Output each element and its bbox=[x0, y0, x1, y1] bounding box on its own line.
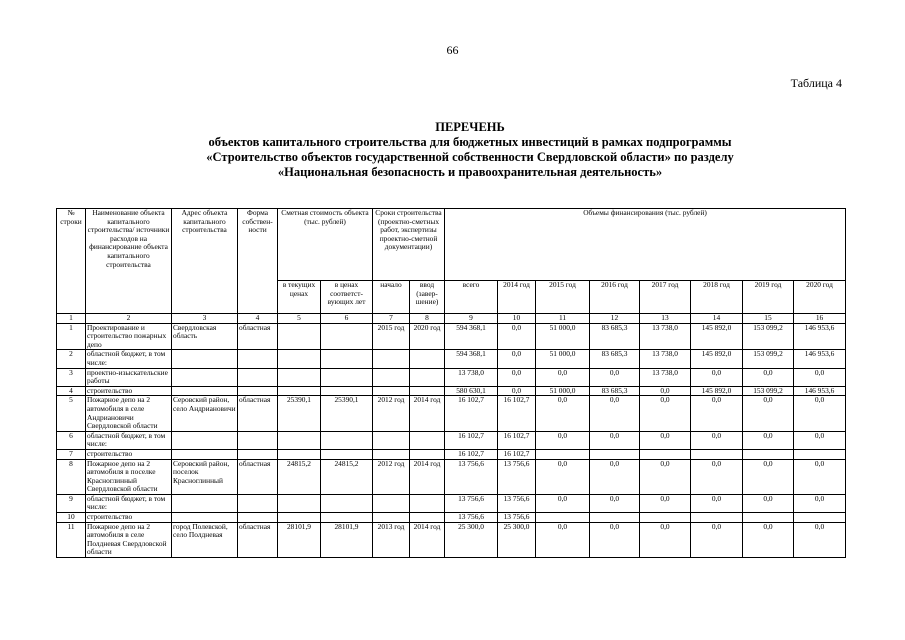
column-number: 2 bbox=[86, 314, 172, 324]
row-number: 5 bbox=[57, 396, 86, 431]
row-number: 1 bbox=[57, 323, 86, 350]
row-year-value: 83 685,3 bbox=[590, 350, 640, 368]
table-row bbox=[57, 323, 846, 350]
header-terms-end: ввод (завер-шение) bbox=[410, 281, 445, 314]
row-cost-forecast bbox=[321, 323, 373, 350]
row-year-value: 0,0 bbox=[498, 386, 536, 396]
row-year-value: 13 738,0 bbox=[640, 350, 691, 368]
header-year: 2015 год bbox=[536, 281, 590, 314]
row-start: 2013 год bbox=[373, 522, 410, 557]
row-year-value bbox=[536, 449, 590, 459]
row-year-value: 0,0 bbox=[743, 522, 794, 557]
row-year-value: 0,0 bbox=[536, 431, 590, 449]
row-year-value: 0,0 bbox=[498, 368, 536, 386]
row-year-value: 0,0 bbox=[743, 396, 794, 431]
header-year: 2017 год bbox=[640, 281, 691, 314]
row-end bbox=[410, 513, 445, 523]
row-year-value: 83 685,3 bbox=[590, 386, 640, 396]
row-year-value: 51 000,0 bbox=[536, 386, 590, 396]
row-cost-forecast bbox=[321, 386, 373, 396]
row-end bbox=[410, 350, 445, 368]
row-year-value: 153 099,2 bbox=[743, 350, 794, 368]
page-number: 66 bbox=[446, 43, 459, 57]
row-year-value: 0,0 bbox=[640, 431, 691, 449]
row-total: 594 368,1 bbox=[445, 350, 498, 368]
header-year: 2018 год bbox=[691, 281, 743, 314]
row-address bbox=[172, 494, 238, 512]
row-end bbox=[410, 368, 445, 386]
column-number: 4 bbox=[238, 314, 278, 324]
row-address bbox=[172, 386, 238, 396]
row-year-value bbox=[640, 513, 691, 523]
column-number: 11 bbox=[536, 314, 590, 324]
column-number: 3 bbox=[172, 314, 238, 324]
column-number: 7 bbox=[373, 314, 410, 324]
table-row bbox=[57, 522, 846, 557]
row-year-value bbox=[640, 449, 691, 459]
row-address: Серовский район, село Андриановичи bbox=[172, 396, 238, 431]
row-cost-current: 24815,2 bbox=[278, 459, 321, 494]
row-year-value: 0,0 bbox=[590, 494, 640, 512]
row-name: Пожарное депо на 2 автомобиля в селе Полдневая Свердловской области bbox=[86, 522, 172, 557]
row-cost-forecast bbox=[321, 494, 373, 512]
row-ownership bbox=[238, 513, 278, 523]
row-end: 2020 год bbox=[410, 323, 445, 350]
row-year-value: 0,0 bbox=[498, 323, 536, 350]
row-year-value: 0,0 bbox=[536, 459, 590, 494]
row-number: 4 bbox=[57, 386, 86, 396]
row-total: 16 102,7 bbox=[445, 396, 498, 431]
row-name: областной бюджет, в том числе: bbox=[86, 350, 172, 368]
row-ownership bbox=[238, 431, 278, 449]
row-year-value: 0,0 bbox=[640, 522, 691, 557]
row-ownership bbox=[238, 368, 278, 386]
row-total: 13 738,0 bbox=[445, 368, 498, 386]
row-number: 11 bbox=[57, 522, 86, 557]
column-numbers-row bbox=[57, 314, 846, 324]
row-year-value: 0,0 bbox=[536, 368, 590, 386]
row-year-value: 153 099,2 bbox=[743, 386, 794, 396]
row-total: 16 102,7 bbox=[445, 449, 498, 459]
row-ownership: областная bbox=[238, 396, 278, 431]
row-year-value: 0,0 bbox=[691, 522, 743, 557]
row-end: 2014 год bbox=[410, 459, 445, 494]
row-address bbox=[172, 431, 238, 449]
table-row bbox=[57, 368, 846, 386]
row-year-value: 0,0 bbox=[590, 431, 640, 449]
heading-line-1: объектов капитального строительства для бюджетных инвестиций в рамках подпрограммы bbox=[208, 135, 732, 149]
row-total: 25 300,0 bbox=[445, 522, 498, 557]
row-year-value: 0,0 bbox=[590, 368, 640, 386]
table-row bbox=[57, 494, 846, 512]
row-start bbox=[373, 431, 410, 449]
row-total: 13 756,6 bbox=[445, 494, 498, 512]
row-year-value: 0,0 bbox=[640, 494, 691, 512]
row-name: строительство bbox=[86, 513, 172, 523]
row-number: 6 bbox=[57, 431, 86, 449]
row-name: строительство bbox=[86, 386, 172, 396]
row-year-value: 13 756,6 bbox=[498, 513, 536, 523]
table-row bbox=[57, 513, 846, 523]
table-row bbox=[57, 386, 846, 396]
row-year-value: 13 738,0 bbox=[640, 323, 691, 350]
row-year-value: 0,0 bbox=[691, 368, 743, 386]
row-start: 2015 год bbox=[373, 323, 410, 350]
column-number: 13 bbox=[640, 314, 691, 324]
row-year-value: 0,0 bbox=[743, 494, 794, 512]
row-start bbox=[373, 368, 410, 386]
row-year-value: 51 000,0 bbox=[536, 323, 590, 350]
row-end bbox=[410, 431, 445, 449]
row-cost-current bbox=[278, 350, 321, 368]
row-cost-current bbox=[278, 513, 321, 523]
row-cost-forecast: 25390,1 bbox=[321, 396, 373, 431]
document-heading bbox=[120, 120, 820, 180]
row-year-value: 0,0 bbox=[794, 522, 846, 557]
row-year-value: 146 953,6 bbox=[794, 386, 846, 396]
heading-line-3: «Национальная безопасность и правоохранительная деятельность» bbox=[277, 165, 663, 179]
row-cost-current bbox=[278, 368, 321, 386]
row-cost-forecast: 24815,2 bbox=[321, 459, 373, 494]
row-ownership: областная bbox=[238, 459, 278, 494]
row-year-value: 0,0 bbox=[691, 494, 743, 512]
row-start: 2012 год bbox=[373, 396, 410, 431]
row-year-value: 16 102,7 bbox=[498, 431, 536, 449]
row-cost-current bbox=[278, 431, 321, 449]
table-row bbox=[57, 459, 846, 494]
column-number: 16 bbox=[794, 314, 846, 324]
table-row bbox=[57, 449, 846, 459]
row-end bbox=[410, 449, 445, 459]
row-year-value: 16 102,7 bbox=[498, 449, 536, 459]
row-year-value: 0,0 bbox=[794, 396, 846, 431]
row-year-value: 0,0 bbox=[743, 459, 794, 494]
row-year-value: 0,0 bbox=[590, 459, 640, 494]
row-address bbox=[172, 513, 238, 523]
column-number: 8 bbox=[410, 314, 445, 324]
header-name: Наименование объекта капитального строительства/ источники расходов на финансирование объекта капитального строительства bbox=[86, 209, 172, 314]
row-address: Свердловская область bbox=[172, 323, 238, 350]
row-year-value bbox=[691, 449, 743, 459]
row-name: Пожарное депо на 2 автомобиля в селе Андриановичи Свердловской области bbox=[86, 396, 172, 431]
row-ownership bbox=[238, 449, 278, 459]
row-ownership bbox=[238, 350, 278, 368]
row-year-value: 145 892,0 bbox=[691, 323, 743, 350]
column-number: 14 bbox=[691, 314, 743, 324]
row-cost-forecast bbox=[321, 431, 373, 449]
row-address: Серовский район, поселок Красноглинный bbox=[172, 459, 238, 494]
row-cost-forecast bbox=[321, 449, 373, 459]
row-ownership bbox=[238, 494, 278, 512]
row-year-value: 16 102,7 bbox=[498, 396, 536, 431]
header-funding: Объемы финансирования (тыс. рублей) bbox=[445, 209, 846, 281]
row-cost-forecast: 28101,9 bbox=[321, 522, 373, 557]
table-label: Таблица 4 bbox=[790, 76, 842, 90]
row-year-value: 0,0 bbox=[640, 396, 691, 431]
row-end bbox=[410, 386, 445, 396]
row-number: 7 bbox=[57, 449, 86, 459]
column-number: 9 bbox=[445, 314, 498, 324]
row-year-value: 145 892,0 bbox=[691, 350, 743, 368]
row-year-value: 146 953,6 bbox=[794, 323, 846, 350]
row-year-value: 13 756,6 bbox=[498, 459, 536, 494]
row-address bbox=[172, 368, 238, 386]
column-number: 15 bbox=[743, 314, 794, 324]
row-cost-current bbox=[278, 323, 321, 350]
row-year-value: 0,0 bbox=[590, 522, 640, 557]
row-year-value bbox=[691, 513, 743, 523]
row-year-value: 0,0 bbox=[794, 459, 846, 494]
row-year-value: 0,0 bbox=[691, 431, 743, 449]
row-year-value bbox=[743, 449, 794, 459]
row-year-value: 0,0 bbox=[794, 368, 846, 386]
row-year-value: 145 892,0 bbox=[691, 386, 743, 396]
header-cost-current: в текущих ценах bbox=[278, 281, 321, 314]
table-row bbox=[57, 396, 846, 431]
row-name: строительство bbox=[86, 449, 172, 459]
row-year-value: 25 300,0 bbox=[498, 522, 536, 557]
row-name: областной бюджет, в том числе: bbox=[86, 431, 172, 449]
row-year-value: 0,0 bbox=[536, 494, 590, 512]
row-number: 3 bbox=[57, 368, 86, 386]
row-cost-current: 25390,1 bbox=[278, 396, 321, 431]
row-end: 2014 год bbox=[410, 396, 445, 431]
row-cost-current bbox=[278, 494, 321, 512]
column-number: 12 bbox=[590, 314, 640, 324]
row-year-value: 0,0 bbox=[640, 459, 691, 494]
row-year-value bbox=[794, 449, 846, 459]
row-year-value: 0,0 bbox=[691, 459, 743, 494]
row-cost-forecast bbox=[321, 513, 373, 523]
row-number: 2 bbox=[57, 350, 86, 368]
row-address bbox=[172, 449, 238, 459]
row-total: 16 102,7 bbox=[445, 431, 498, 449]
column-number: 6 bbox=[321, 314, 373, 324]
header-terms-start: начало bbox=[373, 281, 410, 314]
row-year-value: 0,0 bbox=[498, 350, 536, 368]
row-year-value: 0,0 bbox=[590, 396, 640, 431]
row-year-value: 0,0 bbox=[691, 396, 743, 431]
row-year-value: 0,0 bbox=[743, 431, 794, 449]
row-total: 594 368,1 bbox=[445, 323, 498, 350]
row-year-value: 153 099,2 bbox=[743, 323, 794, 350]
row-name: областной бюджет, в том числе: bbox=[86, 494, 172, 512]
table-row bbox=[57, 350, 846, 368]
row-start bbox=[373, 494, 410, 512]
header-total: всего bbox=[445, 281, 498, 314]
header-cost-forecast: в ценах соответст-вующих лет bbox=[321, 281, 373, 314]
row-number: 9 bbox=[57, 494, 86, 512]
row-number: 10 bbox=[57, 513, 86, 523]
row-total: 13 756,6 bbox=[445, 513, 498, 523]
row-cost-current bbox=[278, 449, 321, 459]
row-year-value bbox=[590, 513, 640, 523]
row-cost-forecast bbox=[321, 368, 373, 386]
row-start bbox=[373, 449, 410, 459]
row-name: Пожарное депо на 2 автомобиля в поселке Красноглинный Свердловской области bbox=[86, 459, 172, 494]
row-cost-current bbox=[278, 386, 321, 396]
header-cost: Сметная стоимость объекта (тыс. рублей) bbox=[278, 209, 373, 281]
row-end bbox=[410, 494, 445, 512]
header-address: Адрес объекта капитального строительства bbox=[172, 209, 238, 314]
row-year-value: 0,0 bbox=[536, 396, 590, 431]
row-start: 2012 год bbox=[373, 459, 410, 494]
heading-title: ПЕРЕЧЕНЬ bbox=[435, 120, 505, 134]
row-year-value bbox=[794, 513, 846, 523]
row-address: город Полевской, село Полдневая bbox=[172, 522, 238, 557]
header-terms: Сроки строительства (проектно-сметных работ, экспертизы проектно-сметной документации) bbox=[373, 209, 445, 281]
row-year-value: 0,0 bbox=[743, 368, 794, 386]
row-year-value: 13 756,6 bbox=[498, 494, 536, 512]
column-number: 5 bbox=[278, 314, 321, 324]
row-year-value: 83 685,3 bbox=[590, 323, 640, 350]
row-year-value bbox=[536, 513, 590, 523]
table-row bbox=[57, 431, 846, 449]
row-year-value: 0,0 bbox=[794, 494, 846, 512]
row-start bbox=[373, 350, 410, 368]
row-start bbox=[373, 513, 410, 523]
row-year-value bbox=[590, 449, 640, 459]
header-year: 2019 год bbox=[743, 281, 794, 314]
header-ownership: Форма собствен-ности bbox=[238, 209, 278, 314]
row-year-value bbox=[743, 513, 794, 523]
row-year-value: 0,0 bbox=[794, 431, 846, 449]
row-year-value: 146 953,6 bbox=[794, 350, 846, 368]
row-start bbox=[373, 386, 410, 396]
row-cost-current: 28101,9 bbox=[278, 522, 321, 557]
row-address bbox=[172, 350, 238, 368]
header-year: 2020 год bbox=[794, 281, 846, 314]
column-number: 10 bbox=[498, 314, 536, 324]
row-name: проектно-изыскательские работы bbox=[86, 368, 172, 386]
row-number: 8 bbox=[57, 459, 86, 494]
row-year-value: 0,0 bbox=[536, 522, 590, 557]
header-year: 2014 год bbox=[498, 281, 536, 314]
row-ownership: областная bbox=[238, 323, 278, 350]
column-number: 1 bbox=[57, 314, 86, 324]
row-cost-forecast bbox=[321, 350, 373, 368]
header-num: № строки bbox=[57, 209, 86, 314]
row-name: Проектирование и строительство пожарных депо bbox=[86, 323, 172, 350]
capital-construction-table bbox=[56, 208, 846, 558]
row-ownership bbox=[238, 386, 278, 396]
row-year-value: 13 738,0 bbox=[640, 368, 691, 386]
row-year-value: 0,0 bbox=[640, 386, 691, 396]
row-total: 13 756,6 bbox=[445, 459, 498, 494]
row-ownership: областная bbox=[238, 522, 278, 557]
row-total: 580 630,1 bbox=[445, 386, 498, 396]
row-year-value: 51 000,0 bbox=[536, 350, 590, 368]
row-end: 2014 год bbox=[410, 522, 445, 557]
heading-line-2: «Строительство объектов государственной собственности Свердловской области» по разделу bbox=[206, 150, 734, 164]
header-year: 2016 год bbox=[590, 281, 640, 314]
